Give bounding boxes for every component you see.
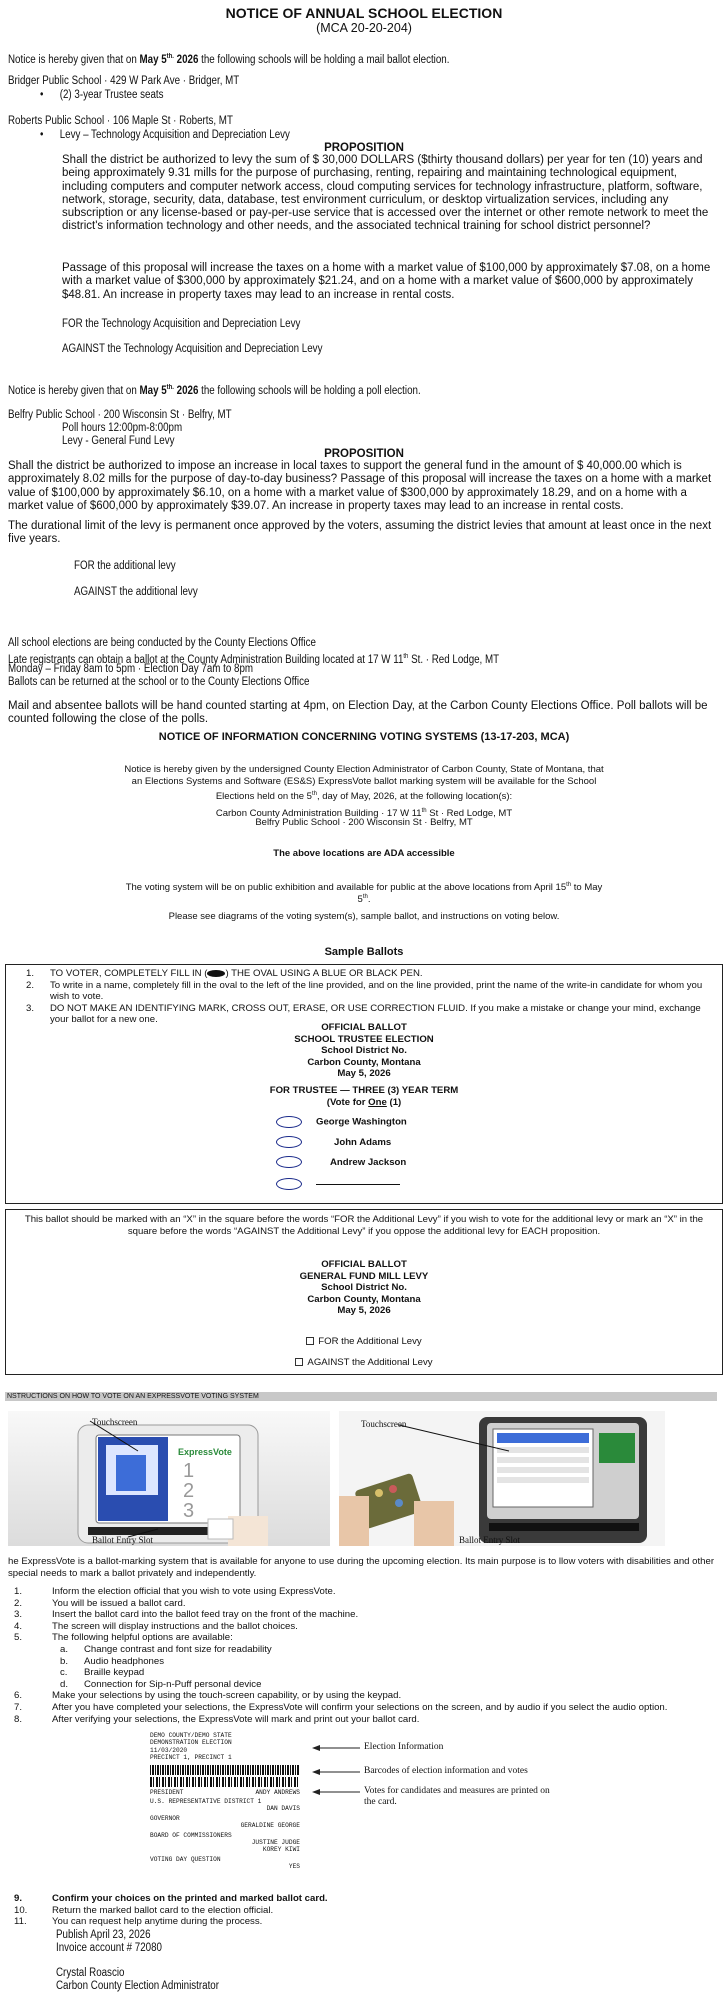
instruction-2: 2. To write in a name, completely fill in the oval to the left of the line provided, and on the line provided, print the name of the write-in candidate for whom you wish to vote. — [26, 979, 703, 1002]
filled-oval-icon — [207, 970, 225, 977]
expressvote-brand: ExpressVote — [178, 1447, 232, 1457]
levy-against-option[interactable]: AGAINST the Additional Levy — [6, 1357, 722, 1368]
poll-proposition-heading: PROPOSITION — [324, 448, 404, 460]
poll-for-option: FOR the additional levy — [74, 560, 176, 572]
barcode-graphic — [150, 1777, 300, 1787]
step-7: 7. After you have completed your selections, the ExpressVote will confirm your selections on the screen, and by audio if you select the audio option. — [14, 1701, 668, 1713]
photo1-slot-label: Ballot Entry Slot — [92, 1535, 154, 1545]
expressvote-intro: he ExpressVote is a ballot-marking system that is available for anyone to use during the upcoming election. Its main purpose is to llow voters with disabilities and other special needs to mark a ballot privately and independently. — [8, 1556, 715, 1579]
candidate-adams[interactable]: John Adams — [276, 1136, 391, 1148]
printed-ballot-card: DEMO COUNTY/DEMO STATE DEMONSTRATION ELECTION 11/03/2020 PRECINCT 1, PRECINCT 1 PRESIDENT ANDY ANDREWS U.S. REPRESENTATIVE DISTRICT 1 DAN DAVIS GOVERNOR GERALDINE GEORGE BOARD OF COMMISSIONERS JUSTINE JUDGE KOREY KIWI VOTING DAY QUESTION YES — [150, 1732, 300, 1871]
voting-systems-para-a: Notice is hereby given by the undersigned County Election Administrator of Carbon County, State of Montana, that — [124, 764, 604, 775]
candidate-jackson[interactable]: Andrew Jackson — [276, 1156, 406, 1168]
mail-for-option: FOR the Technology Acquisition and Depreciation Levy — [62, 318, 301, 330]
step-2: 2. You will be issued a ballot card. — [14, 1597, 186, 1609]
photo1-touchscreen-label: Touchscreen — [92, 1417, 138, 1427]
signer-title: Carbon County Election Administrator — [56, 1980, 220, 1992]
step-10: 10. Return the marked ballot card to the election official. — [14, 1904, 274, 1916]
general-count-text: Mail and absentee ballots will be hand counted starting at 4pm, on Election Day, at the Carbon County Elections Office. Poll ballots will be counted following the close of the polls. — [8, 700, 708, 726]
checkbox-icon[interactable] — [295, 1358, 303, 1366]
svg-text:3: 3 — [183, 1500, 195, 1522]
expressvote-section-bar: NSTRUCTIONS ON HOW TO VOTE ON AN EXPRESSVOTE VOTING SYSTEM — [5, 1392, 717, 1401]
voting-systems-para-c: Elections held on the 5th, day of May, 2026, at the following location(s): — [215, 791, 513, 803]
step-1: 1. Inform the election official that you wish to vote using ExpressVote. — [14, 1586, 336, 1597]
diagrams-note: Please see diagrams of the voting system(s), sample ballot, and instructions on voting below. — [168, 911, 560, 922]
levy-ballot-header: OFFICIAL BALLOT GENERAL FUND MILL LEVY School District No. Carbon County, Montana May 5, 2026 — [299, 1259, 429, 1316]
general-line1: All school elections are being conducted by the County Elections Office — [8, 637, 316, 649]
step-8: 8. After verifying your selections, the ExpressVote will mark and print out your ballot card. — [14, 1713, 420, 1725]
mail-proposition-text: Shall the district be authorized to levy the sum of $ 30,000 DOLLARS ($thirty thousand dollars) per year for ten (10) years and being approximately 9.31 mills for the purpose of purchasing, renting, repairing and maintaining technological equipment, including computers and computer network access, cloud computing services for technology infrastructure, platform, software, network, storage, security, data, database, test environment curriculum, or desktop virtualization services, including any subscription or any license-based or pay-per-use service that is accessed over the internet or other remote network to meet the district's information technology and other needs, and the associated technical training for school district personnel? — [62, 154, 709, 233]
poll-proposition-text: Shall the district be authorized to impose an increase in local taxes to support the general fund in the amount of $ 40,000.00 which is approximately 8.02 mills for the purpose of day-to-day business? Passage of this proposal will increase the taxes on a home with a market value of $100,000 by approximately $6.10, on a home with a market value of $300,000 by approximately 18.29, and on a home with a market value of $600,000 by approximately $39.07. An increase in property taxes may lead to an increase in rental costs. — [8, 460, 712, 512]
mail-proposition-heading: PROPOSITION — [324, 142, 404, 154]
poll-notice: Notice is hereby given that on May $5^{th.}$ 2026 the following schools will be holding a poll election. — [8, 384, 421, 397]
general-line2: Late registrants can obtain a ballot at the County Administration Building located at 17 W 11th St. · Red Lodge, MT — [8, 653, 500, 666]
vote-oval[interactable] — [276, 1116, 302, 1128]
svg-text:2: 2 — [183, 1480, 195, 1502]
expressvote-photo-keypad — [339, 1411, 665, 1546]
levy-for-option[interactable]: FOR the Additional Levy — [6, 1336, 722, 1347]
annot-election-info: Election Information — [364, 1742, 444, 1752]
expressvote-steps — [14, 1586, 714, 1725]
exhibition-note-end: 5th. — [357, 894, 371, 906]
mail-against-option: AGAINST the Technology Acquisition and Depreciation Levy — [62, 343, 323, 355]
step-9: 9. Confirm your choices on the printed and marked ballot card. — [14, 1893, 328, 1904]
expressvote-photo-front — [8, 1411, 330, 1546]
step-4: 4. The screen will display instructions and the ballot choices. — [14, 1620, 298, 1632]
option-c: c. Braille keypad — [60, 1667, 145, 1679]
exhibition-note: The voting system will be on public exhibition and available for public at the above locations from April 15th to May — [125, 882, 603, 894]
photo2-slot-label: Ballot Entry Slot — [459, 1535, 521, 1545]
voting-systems-para-b: an Elections Systems and Software (ES&S) ExpressVote ballot marking system will be available for the School — [131, 776, 597, 787]
expressvote-final-steps — [14, 1893, 714, 1928]
poll-duration-text: The durational limit of the levy is permanent once approved by the voters, assuming the district levies that amount at least once in the next five years. — [8, 520, 712, 546]
sample-ballot-trustee — [5, 964, 723, 1204]
poll-levy: Levy - General Fund Levy — [62, 435, 175, 447]
signer-name: Crystal Roascio — [56, 1967, 125, 1979]
instruction-3: 3. DO NOT MAKE AN IDENTIFYING MARK, CROSS OUT, ERASE, OR USE CORRECTION FLUID. If you make a mistake or change your mind, exchange your ballot for a new one. — [26, 1002, 701, 1025]
school-belfry: Belfry Public School · 200 Wisconsin St · Belfry, MT — [8, 409, 232, 421]
svg-text:1: 1 — [183, 1460, 195, 1482]
sample-ballot-levy — [5, 1209, 723, 1375]
school-bridger-item: • (2) 3-year Trustee seats — [40, 89, 164, 101]
option-b: b. Audio headphones — [60, 1655, 165, 1667]
barcode-graphic — [150, 1765, 300, 1775]
general-line4: Ballots can be returned at the school or to the County Elections Office — [8, 676, 310, 688]
checkbox-icon[interactable] — [306, 1337, 314, 1345]
vote-oval[interactable] — [276, 1178, 302, 1190]
page-subtitle: (MCA 20-20-204) — [316, 21, 412, 35]
vote-oval[interactable] — [276, 1136, 302, 1148]
location-belfry: Belfry Public School · 200 Wisconsin St · Belfry, MT — [255, 817, 473, 828]
step-5: 5. The following helpful options are available: — [14, 1632, 233, 1644]
school-roberts-item: • Levy – Technology Acquisition and Depreciation Levy — [40, 129, 290, 141]
step-11: 11. You can request help anytime during the process. — [14, 1916, 263, 1928]
trustee-race: FOR TRUSTEE — THREE (3) YEAR TERM (Vote for One (1) — [269, 1085, 459, 1108]
general-line3: Monday – Friday 8am to 5pm · Election Day 7am to 8pm — [8, 663, 254, 675]
page-title: NOTICE OF ANNUAL SCHOOL ELECTION — [225, 5, 503, 21]
write-in-line[interactable] — [276, 1178, 400, 1190]
invoice-account: Invoice account # 72080 — [56, 1942, 162, 1954]
option-d: d. Connection for Sip-n-Puff personal device — [60, 1678, 262, 1690]
step-6: 6. Make your selections by using the touch-screen capability, or by using the keypad. — [14, 1690, 402, 1702]
annot-votes: Votes for candidates and measures are printed on the card. — [364, 1786, 550, 1807]
levy-ballot-intro: This ballot should be marked with an “X” in the square before the words “FOR the Additional Levy” if you wish to vote for the additional levy or mark an “X” in the square before the words “AGAINST the Additional Levy” if you oppose the additional levy for EACH proposition. — [24, 1214, 704, 1237]
mail-notice: Notice is hereby given that on May $5^{th.}$ 2026 the following schools will be holding a mail ballot election. — [8, 53, 450, 66]
school-roberts: Roberts Public School · 106 Maple St · Roberts, MT — [8, 115, 233, 127]
voting-systems-heading: NOTICE OF INFORMATION CONCERNING VOTING SYSTEMS (13-17-203, MCA) — [158, 731, 570, 743]
poll-against-option: AGAINST the additional levy — [74, 586, 198, 598]
location-admin-building: Carbon County Administration Building · 17 W 11th St · Red Lodge, MT — [215, 808, 513, 820]
sample-ballots-heading: Sample Ballots — [324, 946, 404, 958]
vote-oval[interactable] — [276, 1156, 302, 1168]
ada-note: The above locations are ADA accessible — [273, 848, 455, 859]
ballot-instructions — [26, 968, 706, 1026]
poll-hours: Poll hours 12:00pm-8:00pm — [62, 422, 183, 434]
candidate-washington[interactable]: George Washington — [276, 1116, 407, 1128]
option-a: a. Change contrast and font size for readability — [60, 1643, 272, 1655]
publish-date: Publish April 23, 2026 — [56, 1929, 151, 1941]
school-bridger: Bridger Public School · 429 W Park Ave · Bridger, MT — [8, 75, 240, 87]
trustee-ballot-header: OFFICIAL BALLOT SCHOOL TRUSTEE ELECTION School District No. Carbon County, Montana May 5, 2026 — [294, 1022, 434, 1079]
instruction-1: 1. TO VOTER, COMPLETELY FILL IN ( ) THE OVAL USING A BLUE OR BLACK PEN. — [26, 968, 423, 979]
photo2-touchscreen-label: Touchscreen — [361, 1419, 407, 1429]
mail-passage-text: Passage of this proposal will increase the taxes on a home with a market value of $100,000 by approximately $7.08, on a home with a market value of $300,000 by approximately $21.24, and on a home with a market value of $600,000 by approximately $48.81. An increase in property taxes may lead to an increase in rental costs. — [62, 262, 711, 301]
annot-barcodes: Barcodes of election information and votes — [364, 1766, 528, 1776]
step-3: 3. Insert the ballot card into the ballot feed tray on the front of the machine. — [14, 1609, 359, 1621]
